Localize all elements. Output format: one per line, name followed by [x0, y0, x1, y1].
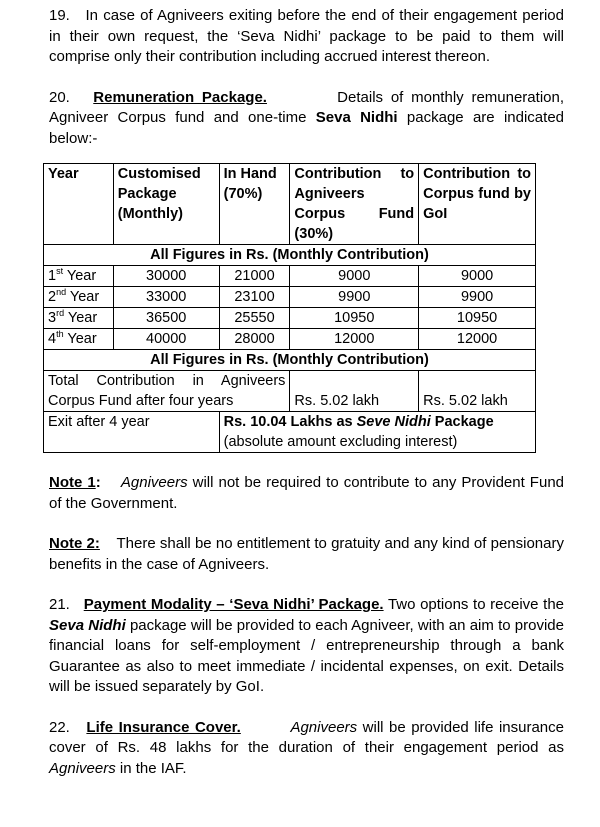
cell-year: 3rd Year — [44, 308, 114, 329]
note-2 — [49, 534, 564, 575]
header-year: Year — [44, 164, 114, 245]
cell-package: 40000 — [113, 329, 219, 350]
paragraph-20 — [49, 88, 564, 150]
paragraph-bold: Seva Nidhi — [315, 109, 398, 126]
cell-inhand: 23100 — [219, 287, 290, 308]
cell-package: 36500 — [113, 308, 219, 329]
exit-value: Rs. 10.04 Lakhs as Seve Nidhi Package (absolute amount excluding interest) — [219, 412, 535, 453]
paragraph-number: 21. — [49, 596, 70, 613]
total-label: Total Contribution in Agniveers Corpus Fund after four years — [44, 371, 290, 412]
paragraph-22: 22. Life Insurance Cover. Agniveers will be provided life insurance cover of Rs. 48 lakhs for the duration of their engagement period as Agniveers in the IAF. — [49, 718, 564, 777]
paragraph-text-a: Details of monthly remuneration, Agniveer Corpus fund and one-time — [49, 88, 564, 126]
note-1-text: will not be required to contribute to any Provident Fund of the Government. — [49, 474, 564, 512]
cell-agniveer: 9900 — [290, 287, 419, 308]
cell-year: 4th Year — [44, 329, 114, 350]
cell-inhand: 28000 — [219, 329, 290, 350]
note-2-text: There shall be no entitlement to gratuity and any kind of pensionary benefits in the case of Agniveers. — [49, 535, 564, 573]
note-1: Note 1: Agniveers will not be required to contribute to any Provident Fund of the Government. — [49, 474, 564, 512]
note-2-label: Note 2: — [49, 535, 100, 552]
table-header-row — [44, 164, 536, 245]
note-1-italic: Agniveers — [120, 474, 188, 491]
table-row — [44, 287, 536, 308]
paragraph-text-b: package are indicated below:- — [49, 109, 565, 147]
header-package: Customised Package (Monthly) — [113, 164, 219, 245]
figures-note-2: All Figures in Rs. (Monthly Contribution) — [44, 350, 536, 371]
total-goi: Rs. 5.02 lakh — [419, 371, 536, 412]
paragraph-number: 22. — [49, 718, 70, 736]
cell-year: 1st Year — [44, 266, 114, 287]
paragraph-number: 19. — [49, 7, 70, 24]
cell-year: 2nd Year — [44, 287, 114, 308]
cell-inhand: 25550 — [219, 308, 290, 329]
document-page — [49, 6, 564, 799]
exit-label: Exit after 4 year — [44, 412, 220, 453]
cell-goi: 9000 — [419, 266, 536, 287]
paragraph-19 — [49, 6, 564, 68]
note-1-label: Note 1 — [49, 474, 96, 491]
table-row — [44, 329, 536, 350]
cell-package: 30000 — [113, 266, 219, 287]
table-row — [44, 308, 536, 329]
section-heading: Remuneration Package. — [93, 88, 267, 106]
paragraph-number: 20. — [49, 88, 70, 106]
cell-goi: 10950 — [419, 308, 536, 329]
total-agniveer: Rs. 5.02 lakh — [290, 371, 419, 412]
cell-agniveer: 12000 — [290, 329, 419, 350]
remuneration-table — [43, 163, 536, 453]
total-row — [44, 371, 536, 412]
figures-note: All Figures in Rs. (Monthly Contribution) — [44, 245, 536, 266]
cell-goi: 9900 — [419, 287, 536, 308]
section-heading: Life Insurance Cover. — [86, 718, 241, 736]
paragraph-21: 21. Payment Modality – ‘Seva Nidhi’ Package. Two options to receive the Seva Nidhi package will be provided to each Agniveer, with an aim to provide financial loans for self-employment / entrepreneurship through a bank Guarantee as also to meet immediate / incidental expenses, on exit. Details will be issued separately by GoI. — [49, 596, 564, 695]
figures-note-row-2 — [44, 350, 536, 371]
table-row — [44, 266, 536, 287]
cell-agniveer: 9000 — [290, 266, 419, 287]
header-inhand: In Hand (70%) — [219, 164, 290, 245]
exit-row — [44, 412, 536, 453]
figures-note-row — [44, 245, 536, 266]
cell-inhand: 21000 — [219, 266, 290, 287]
paragraph-text: In case of Agniveers exiting before the end of their engagement period in their own request, the ‘Seva Nidhi’ package to be paid to them will comprise only their contribution including accrued interest thereon. — [49, 7, 564, 65]
exit-note: (absolute amount excluding interest) — [223, 434, 458, 450]
cell-goi: 12000 — [419, 329, 536, 350]
header-contrib-agniveer: Contribution to Agniveers Corpus Fund (30%) — [290, 164, 419, 245]
header-contrib-goi: Contribution to Corpus fund by GoI — [419, 164, 536, 245]
cell-package: 33000 — [113, 287, 219, 308]
section-heading: Payment Modality – ‘Seva Nidhi’ Package. — [83, 596, 384, 613]
cell-agniveer: 10950 — [290, 308, 419, 329]
